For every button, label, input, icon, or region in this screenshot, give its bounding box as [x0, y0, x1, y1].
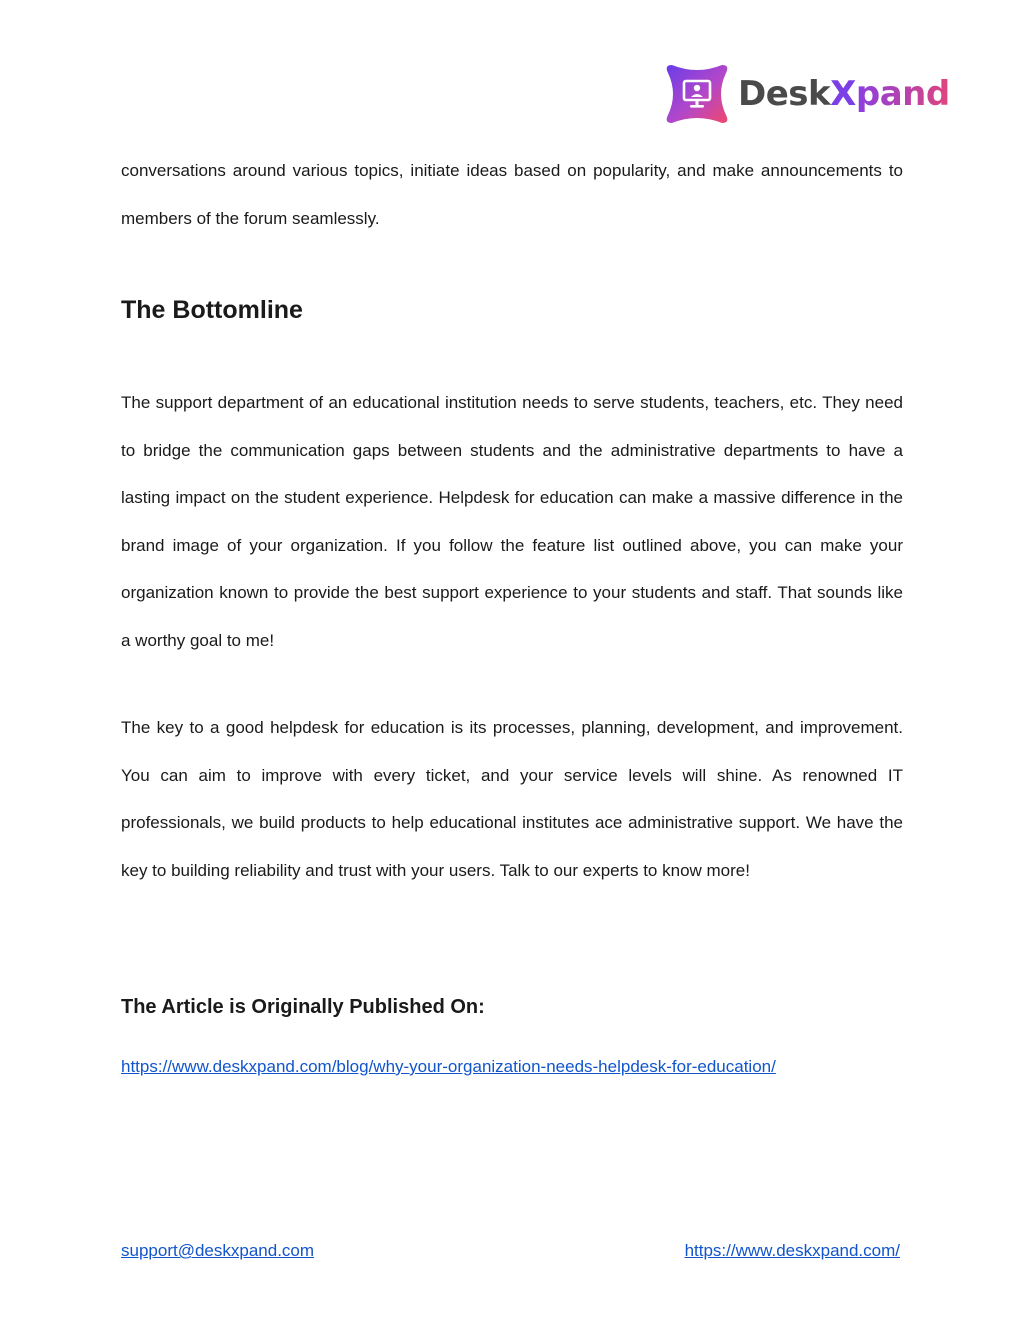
- published-heading: The Article is Originally Published On:: [121, 996, 485, 1018]
- footer-website-link[interactable]: https://www.deskxpand.com/: [684, 1241, 900, 1260]
- logo-text-desk: Desk: [738, 74, 831, 114]
- bottomline-paragraph-1: The support department of an educational institution needs to serve students, teachers, etc. They need to bridge the communication gaps between students and the administrative departments to have a lasting impact on the student experience. Helpdesk for education can make a massive difference in the brand image of your organization. If you follow the feature list outlined above, you can make your organization known to provide the best support experience to your students and staff. That sounds like a worthy goal to me!: [121, 393, 903, 650]
- deskxpand-logo: [664, 60, 950, 128]
- monitor-user-icon: [664, 61, 730, 127]
- footer-website-container: [685, 1238, 900, 1264]
- article-source-link[interactable]: https://www.deskxpand.com/blog/why-your-organization-needs-helpdesk-for-education/: [121, 1057, 776, 1076]
- footer-email-container: [121, 1238, 314, 1264]
- bottomline-heading: The Bottomline: [121, 296, 303, 324]
- footer-email-link[interactable]: support@deskxpand.com: [121, 1241, 315, 1260]
- logo-text-pand: pand: [855, 74, 950, 114]
- logo-wordmark: [738, 74, 950, 114]
- intro-paragraph: conversations around various topics, initiate ideas based on popularity, and make announcements to members of the forum seamlessly.: [121, 161, 903, 228]
- logo-text-x: X: [830, 74, 856, 114]
- article-link-container: [121, 1054, 903, 1080]
- bottomline-paragraph-2: The key to a good helpdesk for education is its processes, planning, development, and improvement. You can aim to improve with every ticket, and your service levels will shine. As renowned IT professionals, we build products to help educational institutes ace administrative support. We have the key to building reliability and trust with your users. Talk to our experts to know more!: [121, 718, 903, 880]
